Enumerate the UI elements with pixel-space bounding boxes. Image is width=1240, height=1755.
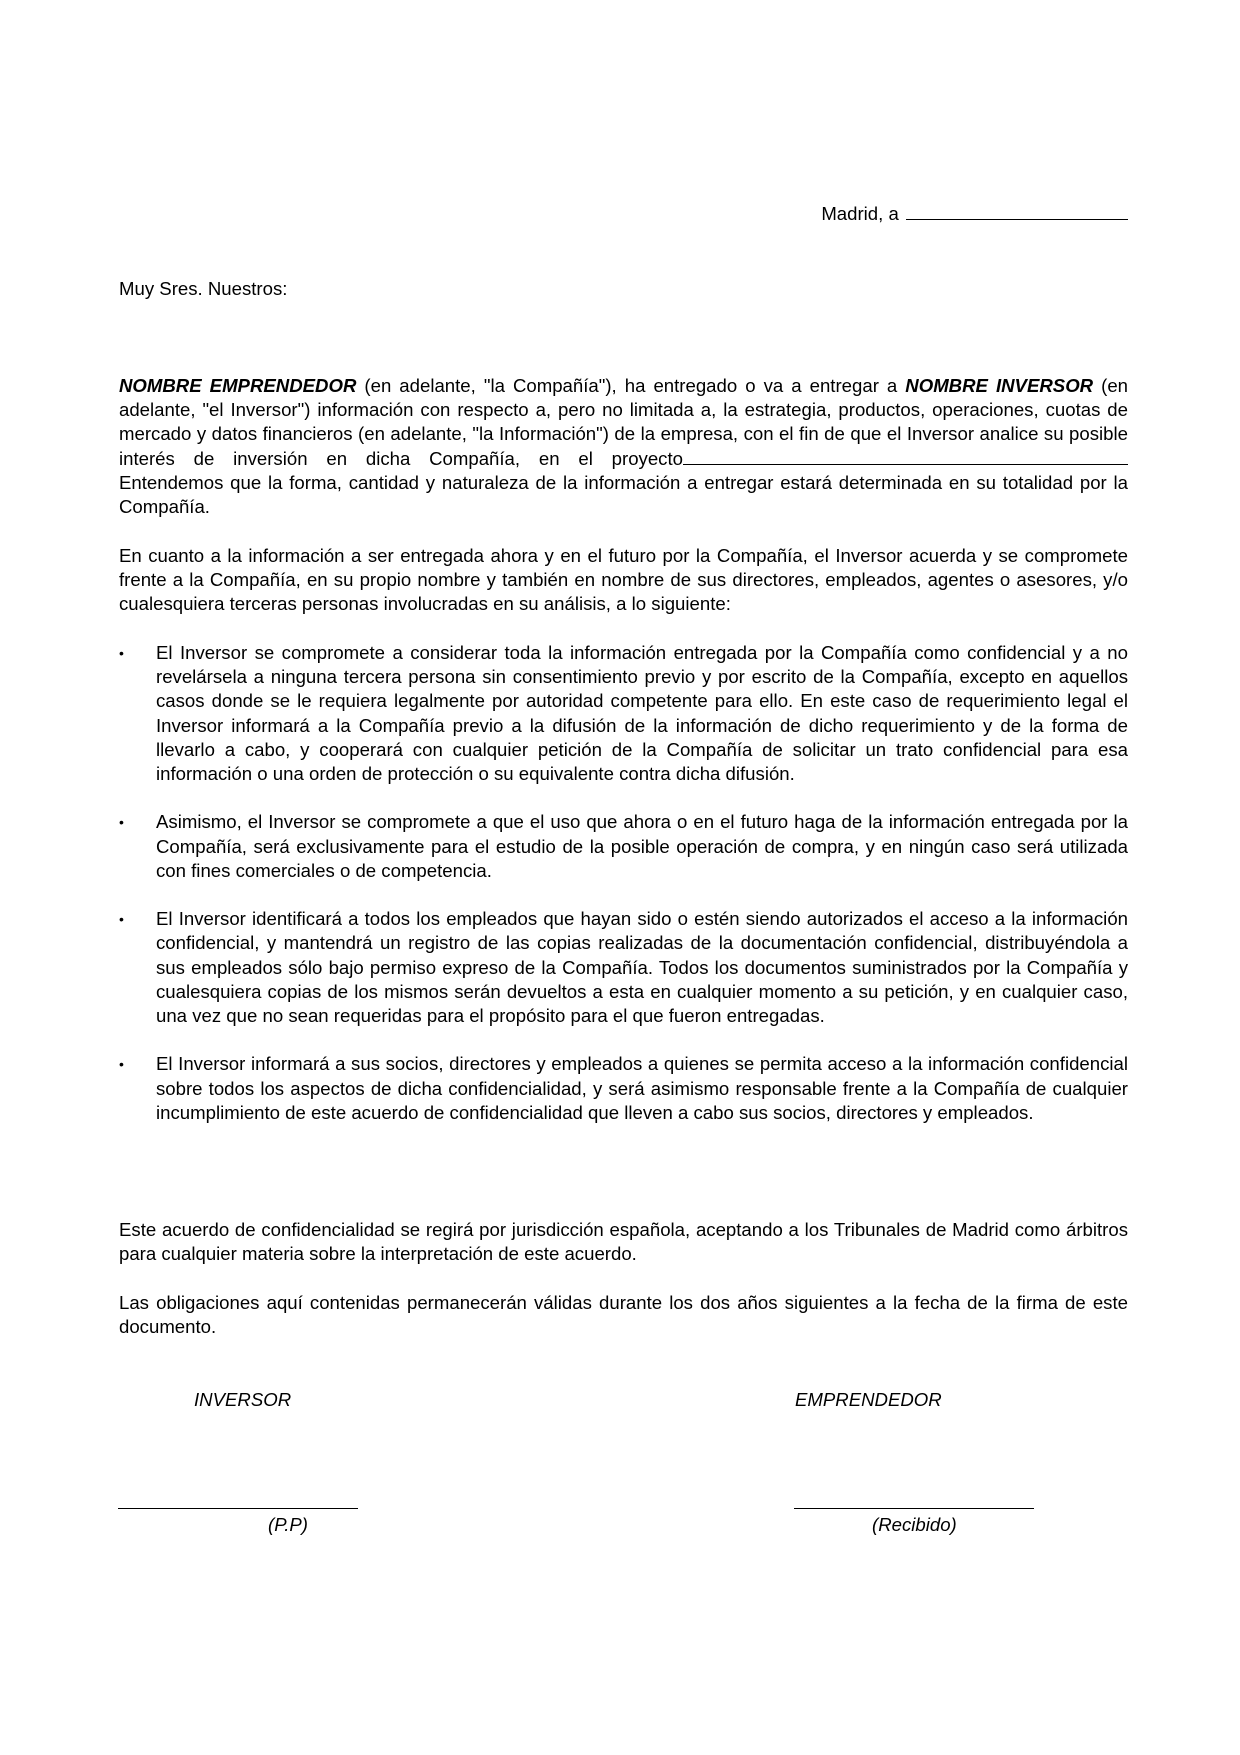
list-item-text: Asimismo, el Inversor se compromete a que el uso que ahora o en el futuro haga de la información entregada por la Compañía, será exclusivamente para el estudio de la posible operación de compra, y en ningún caso será utilizada con fines comerciales o de competencia. (156, 811, 1128, 881)
intro-text-c: Entendemos que la forma, cantidad y naturaleza de la información a entregar estará determinada en su totalidad por la Compañía. (119, 471, 1128, 518)
date-blank-field (906, 200, 1128, 220)
list-item-text: El Inversor identificará a todos los empleados que hayan sido o estén siendo autorizados el acceso a la información confidencial, y mantendrá un registro de las copias realizadas de la documentación confidencial, distribuyéndola a sus empleados sólo bajo permiso expreso de la Compañía. Todos los documentos suministrados por la Compañía y cualesquiera copias de los mismos serán devueltos a esta en cualquier momento a su petición, y en cualquier caso, una vez que no sean requeridas para el propósito para el que fueron entregadas. (156, 908, 1128, 1027)
date-line (821, 200, 1128, 226)
bullet-icon: • (119, 1056, 124, 1073)
bullet-icon: • (119, 911, 124, 928)
jurisdiction-paragraph: Este acuerdo de confidencialidad se regirá por jurisdicción española, aceptando a los Tribunales de Madrid como árbitros para cualquier materia sobre la interpretación de este acuerdo. (119, 1219, 1128, 1265)
obligations-list (119, 641, 1128, 1149)
list-item (119, 907, 1128, 1028)
bullet-icon: • (119, 645, 124, 661)
investor-signature-note: (P.P) (268, 1514, 308, 1535)
intro-paragraph (119, 374, 1128, 519)
investor-signature-line (118, 1508, 358, 1509)
entrepreneur-signature-note: (Recibido) (872, 1514, 957, 1535)
list-item-text: El Inversor se compromete a considerar toda la información entregada por la Compañía como confidencial y a no revelársela a ninguna tercera persona sin consentimiento previo y por escrito de la Compañía, excepto en aquellos casos donde se le requiera legalmente por autoridad competente para ello. En este caso de requerimiento legal el Inversor informará a la Compañía previo a la difusión de la información de dicho requerimiento y de la forma de llevarlo a cabo, y cooperará con cualquier petición de la Compañía de solicitar un trato confidencial para esa información o una orden de protección o su equivalente contra dicha difusión. (156, 642, 1128, 785)
list-item (119, 1052, 1128, 1125)
project-blank-field (683, 447, 1128, 465)
investor-signature-label: INVERSOR (194, 1389, 292, 1410)
list-item-text: El Inversor informará a sus socios, directores y empleados a quienes se permita acceso a la información confidencial sobre todos los aspectos de dicha confidencialidad, y será asimismo responsable frente a la Compañía de cualquier incumplimiento de este acuerdo de confidencialidad que lleven a cabo sus socios, directores y empleados. (156, 1053, 1128, 1123)
intro-text-a: (en adelante, "la Compañía"), ha entregado o va a entregar a (356, 375, 906, 396)
date-prefix: Madrid, a (821, 203, 899, 224)
list-item (119, 641, 1128, 786)
salutation: Muy Sres. Nuestros: (119, 278, 288, 299)
commitment-paragraph: En cuanto a la información a ser entregada ahora y en el futuro por la Compañía, el Inversor acuerda y se compromete frente a la Compañía, en su propio nombre y también en nombre de sus directores, empleados, agentes o asesores, y/o cualesquiera terceras personas involucradas en su análisis, a lo siguiente: (119, 545, 1128, 615)
investor-name: NOMBRE INVERSOR (905, 375, 1094, 396)
list-item (119, 810, 1128, 883)
company-name: NOMBRE EMPRENDEDOR (119, 375, 357, 396)
entrepreneur-signature-label: EMPRENDEDOR (795, 1389, 942, 1410)
entrepreneur-signature-line (794, 1508, 1034, 1509)
intro-text-b: (en adelante, "el Inversor") información con respecto a, pero no limitada a, la estrategia, productos, operaciones, cuotas de mercado y datos financieros (en adelante, "la Información") de la empresa, con el fin de que el Inversor analice su posible interés de inversión en dicha Compañía, en el proyecto (119, 375, 1128, 469)
bullet-icon: • (119, 814, 124, 831)
validity-paragraph: Las obligaciones aquí contenidas permanecerán válidas durante los dos años siguientes a la fecha de la firma de este documento. (119, 1292, 1128, 1338)
